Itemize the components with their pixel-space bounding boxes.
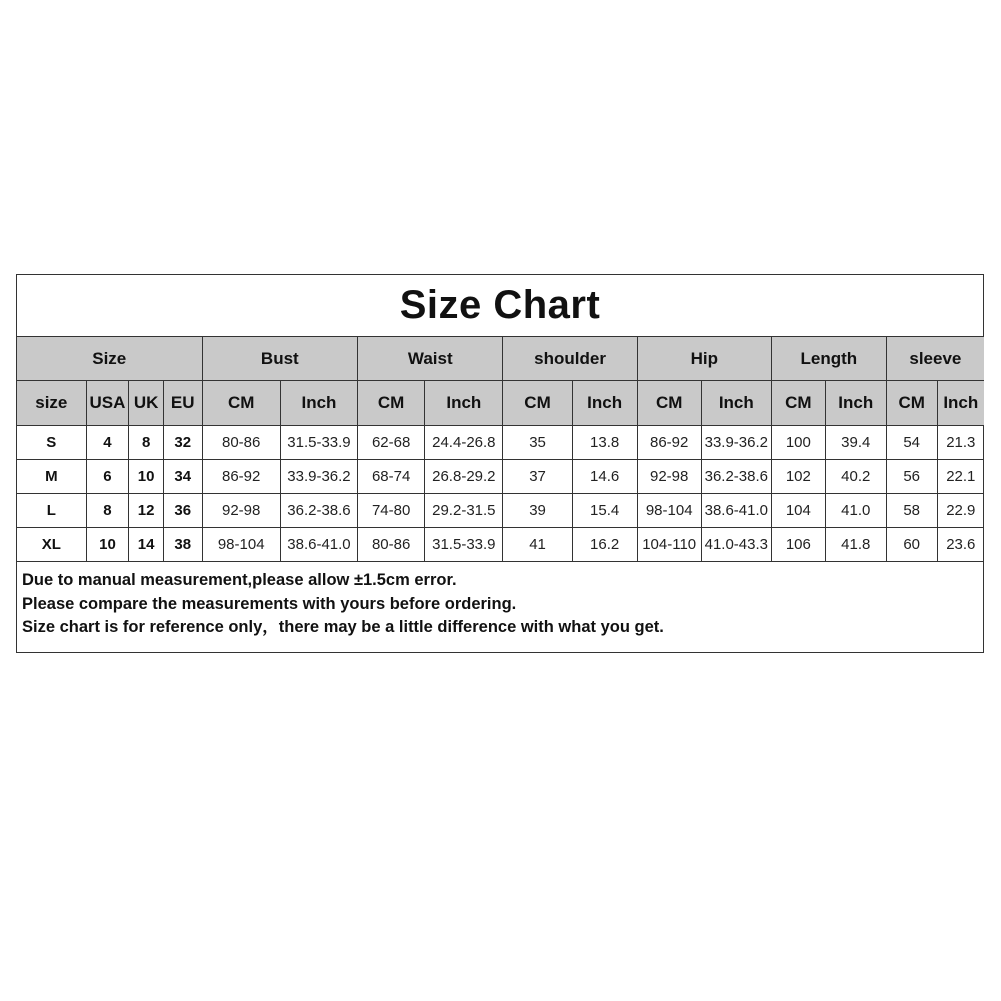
unit-header-cell: size xyxy=(17,381,86,426)
group-waist: Waist xyxy=(358,337,503,381)
unit-header-cell: CM xyxy=(358,381,425,426)
table-cell: 14.6 xyxy=(572,460,637,494)
table-cell: 41 xyxy=(503,528,572,562)
note-line: Please compare the measurements with yours before ordering. xyxy=(22,594,517,613)
unit-header-cell: Inch xyxy=(937,381,984,426)
size-chart xyxy=(16,274,984,653)
table-cell: 10 xyxy=(129,460,164,494)
group-size: Size xyxy=(17,337,202,381)
table-cell: 98-104 xyxy=(637,494,701,528)
table-cell: 15.4 xyxy=(572,494,637,528)
table-cell: 14 xyxy=(129,528,164,562)
table-cell: 86-92 xyxy=(637,426,701,460)
unit-header-cell: UK xyxy=(129,381,164,426)
table-body xyxy=(17,426,984,562)
unit-header-row xyxy=(17,381,984,426)
table-cell: 92-98 xyxy=(637,460,701,494)
table-cell: 102 xyxy=(771,460,825,494)
table-cell: 36.2-38.6 xyxy=(701,460,771,494)
table-cell: XL xyxy=(17,528,86,562)
unit-header-cell: CM xyxy=(202,381,280,426)
table-cell: 98-104 xyxy=(202,528,280,562)
table-cell: 10 xyxy=(86,528,129,562)
table-cell: S xyxy=(17,426,86,460)
table-cell: 37 xyxy=(503,460,572,494)
unit-header-cell: Inch xyxy=(572,381,637,426)
unit-header-cell: EU xyxy=(163,381,202,426)
table-cell: 38 xyxy=(163,528,202,562)
group-header-row xyxy=(17,337,984,381)
table-cell: 41.0 xyxy=(825,494,886,528)
table-cell: 56 xyxy=(886,460,937,494)
unit-header-cell: CM xyxy=(637,381,701,426)
table-cell: L xyxy=(17,494,86,528)
table-cell: 33.9-36.2 xyxy=(280,460,357,494)
unit-header-cell: CM xyxy=(771,381,825,426)
table-cell: 62-68 xyxy=(358,426,425,460)
group-hip: Hip xyxy=(637,337,771,381)
unit-header-cell: USA xyxy=(86,381,129,426)
table-cell: 29.2-31.5 xyxy=(425,494,503,528)
size-table xyxy=(17,337,984,562)
table-cell: 26.8-29.2 xyxy=(425,460,503,494)
table-row xyxy=(17,460,984,494)
unit-header-cell: Inch xyxy=(701,381,771,426)
table-cell: 22.9 xyxy=(937,494,984,528)
table-cell: 58 xyxy=(886,494,937,528)
table-cell: 92-98 xyxy=(202,494,280,528)
table-cell: 106 xyxy=(771,528,825,562)
table-cell: 39 xyxy=(503,494,572,528)
table-cell: 35 xyxy=(503,426,572,460)
table-cell: 36.2-38.6 xyxy=(280,494,357,528)
table-cell: 6 xyxy=(86,460,129,494)
table-cell: 24.4-26.8 xyxy=(425,426,503,460)
table-cell: 104 xyxy=(771,494,825,528)
table-cell: 74-80 xyxy=(358,494,425,528)
table-cell: 80-86 xyxy=(202,426,280,460)
table-cell: 41.0-43.3 xyxy=(701,528,771,562)
table-cell: 36 xyxy=(163,494,202,528)
note-line: Size chart is for reference only，there may be a little difference with what you get. xyxy=(22,618,664,636)
table-row xyxy=(17,528,984,562)
table-cell: 100 xyxy=(771,426,825,460)
group-shoulder: shoulder xyxy=(503,337,637,381)
table-cell: 12 xyxy=(129,494,164,528)
table-cell: 54 xyxy=(886,426,937,460)
table-cell: 31.5-33.9 xyxy=(425,528,503,562)
table-cell: 23.6 xyxy=(937,528,984,562)
unit-header-cell: CM xyxy=(503,381,572,426)
group-length: Length xyxy=(771,337,886,381)
table-cell: 41.8 xyxy=(825,528,886,562)
unit-header-cell: Inch xyxy=(825,381,886,426)
table-cell: 31.5-33.9 xyxy=(280,426,357,460)
table-cell: 80-86 xyxy=(358,528,425,562)
table-cell: 68-74 xyxy=(358,460,425,494)
table-cell: M xyxy=(17,460,86,494)
table-cell: 8 xyxy=(86,494,129,528)
table-cell: 33.9-36.2 xyxy=(701,426,771,460)
note-line: Due to manual measurement,please allow ±1.5cm error. xyxy=(22,571,457,589)
table-cell: 40.2 xyxy=(825,460,886,494)
table-cell: 86-92 xyxy=(202,460,280,494)
unit-header-cell: Inch xyxy=(280,381,357,426)
table-cell: 38.6-41.0 xyxy=(701,494,771,528)
table-cell: 13.8 xyxy=(572,426,637,460)
table-cell: 32 xyxy=(163,426,202,460)
group-sleeve: sleeve xyxy=(886,337,984,381)
chart-title: Size Chart xyxy=(17,275,983,337)
table-row xyxy=(17,494,984,528)
table-cell: 22.1 xyxy=(937,460,984,494)
table-cell: 38.6-41.0 xyxy=(280,528,357,562)
table-cell: 8 xyxy=(129,426,164,460)
table-cell: 21.3 xyxy=(937,426,984,460)
notes xyxy=(17,562,983,640)
table-cell: 39.4 xyxy=(825,426,886,460)
table-cell: 16.2 xyxy=(572,528,637,562)
group-bust: Bust xyxy=(202,337,358,381)
table-cell: 104-110 xyxy=(637,528,701,562)
unit-header-cell: Inch xyxy=(425,381,503,426)
table-cell: 4 xyxy=(86,426,129,460)
unit-header-cell: CM xyxy=(886,381,937,426)
table-row xyxy=(17,426,984,460)
table-cell: 60 xyxy=(886,528,937,562)
table-cell: 34 xyxy=(163,460,202,494)
